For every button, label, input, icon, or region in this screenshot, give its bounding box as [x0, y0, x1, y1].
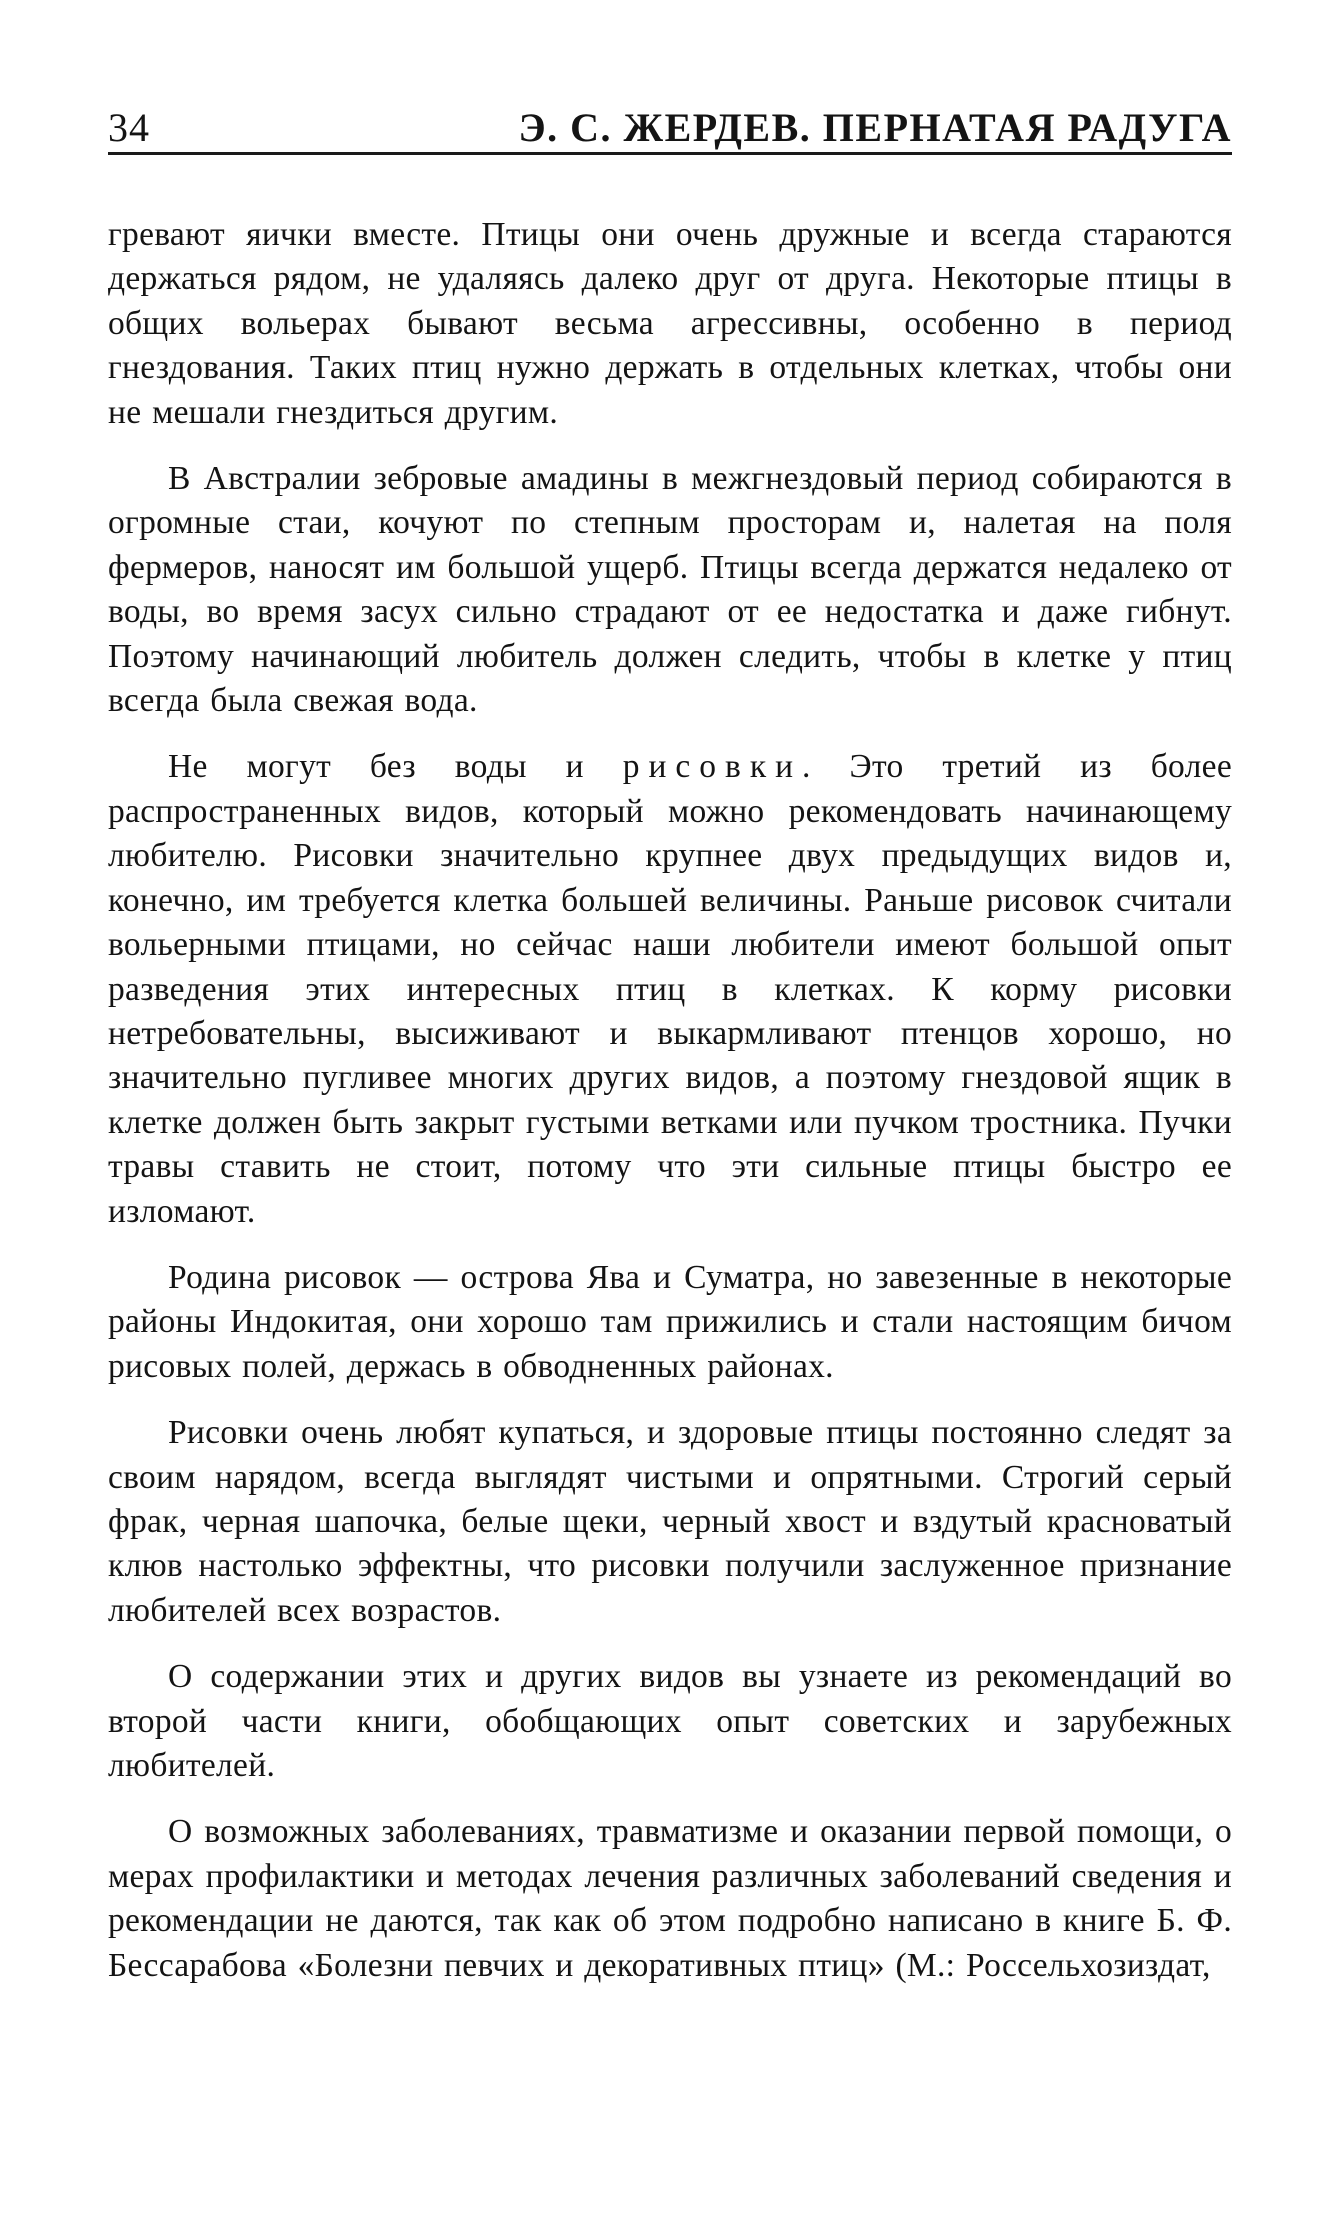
paragraph-7: О возможных заболеваниях, травматизме и оказании первой помощи, о мерах профилактики и методах лечения различных заболеваний сведения и рекомендации не даются, так как об этом подробно написано в книге Б. Ф. Бессарабова «Болезни певчих и декоративных птиц» (М.: Россельхозиздат, — [108, 1813, 1232, 1984]
paragraph-6: О содержании этих и других видов вы узнаете из рекомендаций во второй части книги, обобщающих опыт советских и зарубежных любителей. — [108, 1658, 1232, 1784]
paragraph-4: Родина рисовок — острова Ява и Суматра, но завезенные в некоторые районы Индокитая, они хорошо там прижились и стали настоящим бичом рисовых полей, держась в обводненных районах. — [108, 1258, 1232, 1385]
book-page — [108, 96, 1232, 2010]
paragraph-2: В Австралии зебровые амадины в межгнездовый период собираются в огромные стаи, кочуют по степным просторам и, налетая на поля фермеров, наносят им большой ущерб. Птицы всегда держатся недалеко от воды, во время засух сильно страдают от ее недостатка и даже гибнут. Поэтому начинающий любитель должен следить, чтобы в клетке у птиц всегда была свежая вода. — [108, 460, 1232, 720]
paragraph-3 — [108, 745, 1232, 1233]
paragraph-3-start: Не могут без воды и — [168, 748, 623, 786]
page-number: 34 — [108, 105, 150, 150]
paragraph-3-rest: . Это третий из более распространенных видов, который можно рекомендовать начинающему любителю. Рисовки значительно крупнее двух предыдущих видов и, конечно, им требуется клетка большей величины. Раньше рисовок считали вольерными птицами, но сейчас наши любители имеют большой опыт разведения этих интересных птиц в клетках. К корму рисовки нетребовательны, высиживают и выкармливают птенцов хорошо, но значительно пугливее многих других видов, а поэтому гнездовой ящик в клетке должен быть закрыт густыми ветками или пучком тростника. Пучки травы ставить не стоит, потому что эти сильные птицы быстро ее изломают. — [108, 748, 1233, 1230]
emphasized-term: рисовки — [622, 748, 803, 786]
paragraph-1: гревают яички вместе. Птицы они очень дружные и всегда стараются держаться рядом, не удаляясь далеко друг от друга. Некоторые птицы в общих вольерах бывают весьма агрессивны, особенно в период гнездования. Таких птиц нужно держать в отдельных клетках, чтобы они не мешали гнездиться другим. — [108, 216, 1232, 431]
paragraph-5: Рисовки очень любят купаться, и здоровые птицы постоянно следят за своим нарядом, всегда выглядят чистыми и опрятными. Строгий серый фрак, черная шапочка, белые щеки, черный хвост и вздутый красноватый клюв настолько эффектны, что рисовки получили заслуженное признание любителей всех возрастов. — [108, 1414, 1232, 1629]
running-header — [108, 96, 1232, 155]
body-text — [108, 213, 1232, 1988]
running-title: Э. С. ЖЕРДЕВ. ПЕРНАТАЯ РАДУГА — [518, 105, 1232, 150]
